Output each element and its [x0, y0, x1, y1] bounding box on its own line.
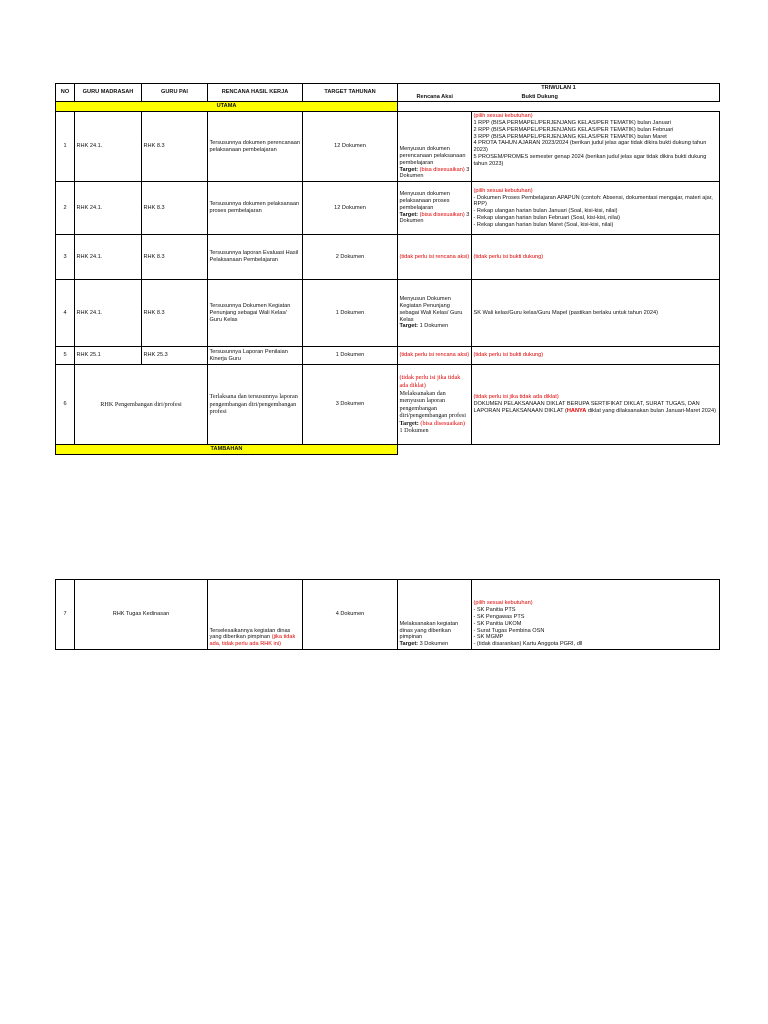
aksi-target-value: 1 Dokumen [399, 427, 429, 435]
row-target-tahunan: 1 Dokumen [303, 280, 398, 347]
row-rencana-hasil-kerja: Tersusunnya Laporan Penilaian Kinerja Guru [208, 347, 303, 365]
row-rhk-merged: RHK Tugas Kedinasan [75, 580, 208, 650]
table-row [56, 580, 720, 650]
aksi-text: Melaksanakan dan menyusun laporan pengembangan diri/pengembangan profesi [399, 389, 466, 420]
row-guru-madrasah: RHK 24.1. [75, 182, 142, 235]
row-guru-madrasah: RHK 24.1. [75, 112, 142, 182]
bukti-line: - Rekap ulangan harian bulan Januari (Soal, kisi-kisi, nilai) [473, 208, 618, 215]
bukti-highlight: HANYA [566, 408, 587, 415]
row-bukti-dukung: (tidak perlu isi bukti dukung) [472, 235, 720, 280]
aksi-target-label: Target: [399, 166, 419, 173]
row-target-tahunan: 3 Dokumen [303, 365, 398, 445]
row-guru-pai: RHK 25.3 [142, 347, 208, 365]
aksi-text: Menyusun dokumen pelaksanaan proses pembelajaran [399, 191, 450, 211]
aksi-target-value: 1 Dokumen [419, 323, 449, 330]
bukti-line: 3 RPP (BISA PERMAPEL/PERJENJANG KELAS/PER TEMATIK) bulan Maret [473, 133, 667, 140]
bukti-text: diklat yang dilaksanakan bulan Januari-Maret 2024) [586, 408, 716, 415]
row-guru-pai: RHK 8.3 [142, 235, 208, 280]
row-guru-madrasah: RHK 25.1 [75, 347, 142, 365]
bukti-line: - Rekap ulangan harian bulan Februari (Soal, kisi-kisi, nilai) [473, 214, 620, 221]
row-target-tahunan: 4 Dokumen [303, 580, 398, 650]
table-row [56, 235, 720, 280]
bukti-line: - Rekap ulangan harian bulan Maret (Soal, kisi-kisi, nilai) [473, 221, 614, 228]
aksi-text: Menyusun Dokumen Kegiatan Penunjang sebagai Wali Kelas/ Guru Kelas [399, 296, 463, 323]
row-target-tahunan: 1 Dokumen [303, 347, 398, 365]
row-no: 4 [56, 280, 75, 347]
bukti-line: 5 PROSEM/PROMES semester genap 2024 (berikan judul jelas agar tidak dikira bukti dukung tahun 2023) [473, 154, 707, 167]
row-rencana-hasil-kerja: Tersusunnya Dokumen Kegiatan Penunjang sebagai Wali Kelas/ Guru Kelas [208, 280, 303, 347]
bukti-note: (pilih sesuai kebutuhan) [473, 187, 533, 194]
bukti-line: - SK Pengawas PTS [473, 613, 525, 620]
main-table [55, 83, 720, 455]
aksi-text: Melaksanakan kegiatan dinas yang diberikan pimpinan [399, 620, 459, 641]
row-bukti-dukung [472, 112, 720, 182]
bukti-text: DOKUMEN PELAKSANAAN DIKLAT BERUPA SERTIFIKAT DIKLAT, SURAT TUGAS, DAN LAPORAN PELAKSANAAN DIKLAT ( [473, 401, 700, 415]
row-no: 6 [56, 365, 75, 445]
row-target-tahunan: 12 Dokumen [303, 182, 398, 235]
row-no: 3 [56, 235, 75, 280]
bukti-note: (tidak perlu isi jika tidak ada diklat) [473, 394, 559, 401]
table-row [56, 280, 720, 347]
bukti-note: (pilih sesuai kebutuhan) [473, 600, 533, 607]
aksi-target-value: 3 Dokumen [399, 166, 470, 180]
row-rencana-hasil-kerja: Terlaksana dan tersusunnya laporan pengembangan diri/pengembangan profesi [208, 365, 303, 445]
bukti-line: 1 RPP (BISA PERMAPEL/PERJENJANG KELAS/PER TEMATIK) bulan Januari [473, 119, 671, 126]
aksi-target-label: Target: [399, 323, 419, 330]
row-bukti-dukung [472, 365, 720, 445]
section-tambahan: TAMBAHAN [56, 445, 398, 455]
header-guru-pai: GURU PAI [142, 84, 208, 102]
bukti-line: - SK Panitia UKOM [473, 620, 522, 627]
row-rencana-aksi: (tidak perlu isi rencana aksi) [398, 347, 472, 365]
bukti-line: - Surat Tugas Pembina OSN [473, 627, 545, 634]
row-bukti-dukung [472, 580, 720, 650]
row-rencana-hasil-kerja [208, 580, 303, 650]
row-target-tahunan: 12 Dokumen [303, 112, 398, 182]
bukti-line: 4 PROTA TAHUN AJARAN 2023/2024 (berikan judul jelas agar tidak dikira bukti dukung tahun 2023) [473, 140, 707, 154]
row-bukti-dukung: SK Wali kelas/Guru kelas/Guru Mapel (pastikan berlaku untuk tahun 2024) [472, 280, 720, 347]
row-no: 7 [56, 580, 75, 650]
aksi-target-value: 3 Dokumen [419, 641, 449, 648]
aksi-target-label: Target: [399, 641, 419, 648]
row-guru-madrasah: RHK 24.1. [75, 235, 142, 280]
table-row [56, 347, 720, 365]
row-bukti-dukung: (tidak perlu isi bukti dukung) [472, 347, 720, 365]
header-no: NO [56, 84, 75, 102]
bukti-line: - (tidak disarankan) Kartu Anggota PGRI, dll [473, 641, 583, 648]
table-row [56, 365, 720, 445]
header-bukti-dukung: Bukti Dukung [472, 93, 720, 102]
row-no: 1 [56, 112, 75, 182]
tambahan-table [55, 579, 720, 650]
row-rencana-aksi [398, 280, 472, 347]
bukti-line: - Dokumen Proses Pembelajaran APAPUN (contoh: Absensi, dokumentasi mengajar, materi ajar, RPP) [473, 194, 713, 208]
row-guru-pai: RHK 8.3 [142, 112, 208, 182]
header-rencana-aksi: Rencana Aksi [398, 93, 472, 102]
header-guru-madrasah: GURU MADRASAH [75, 84, 142, 102]
aksi-target-label: Target: [399, 419, 419, 427]
row-rencana-aksi [398, 112, 472, 182]
row-guru-madrasah: RHK 24.1. [75, 280, 142, 347]
rhk-text: Terselesaikannya kegiatan dinas yang diberikan pimpinan [209, 627, 291, 641]
row-rencana-hasil-kerja: Tersusunnya laporan Evaluasi Hasil Pelaksanaan Pembelajaran [208, 235, 303, 280]
row-rencana-aksi [398, 182, 472, 235]
row-no: 5 [56, 347, 75, 365]
aksi-target-note: (bisa disesuaikan) [420, 419, 465, 427]
row-guru-pai: RHK 8.3 [142, 182, 208, 235]
bukti-note: (pilih sesuai kebutuhan) [473, 113, 533, 120]
aksi-target-label: Target: [399, 211, 419, 218]
header-triwulan: TRIWULAN 1 [398, 84, 720, 93]
aksi-target-value: 3 Dokumen [399, 211, 470, 225]
table-row [56, 112, 720, 182]
aksi-text: Menyusun dokumen perencanaan pelaksanaan pembelajaran [399, 146, 466, 166]
row-rencana-aksi: (tidak perlu isi rencana aksi) [398, 235, 472, 280]
bukti-line: - SK Panitia PTS [473, 607, 516, 614]
aksi-target-note: (bisa disesuaikan) [419, 166, 465, 173]
row-rencana-hasil-kerja: Tersusunnya dokumen pelaksanaan proses pembelajaran [208, 182, 303, 235]
section-utama: UTAMA [56, 102, 398, 112]
row-rencana-aksi [398, 580, 472, 650]
header-target-tahunan: TARGET TAHUNAN [303, 84, 398, 102]
aksi-note: (tidak perlu isi jika tidak ada diklat) [399, 374, 461, 389]
row-rencana-aksi [398, 365, 472, 445]
row-guru-pai: RHK 8.3 [142, 280, 208, 347]
table-row [56, 182, 720, 235]
row-no: 2 [56, 182, 75, 235]
row-rhk-merged: RHK Pengembangan diri/profesi [75, 365, 208, 445]
row-target-tahunan: 2 Dokumen [303, 235, 398, 280]
bukti-line: 2 RPP (BISA PERMAPEL/PERJENJANG KELAS/PER TEMATIK) bulan Februari [473, 126, 674, 133]
bukti-line: - SK MGMP [473, 634, 504, 641]
aksi-target-note: (bisa disesuaikan) [419, 211, 465, 218]
rhk-note: (jika tidak ada, tidak perlu ada RHK ini) [209, 634, 296, 648]
header-rencana-hasil-kerja: RENCANA HASIL KERJA [208, 84, 303, 102]
row-bukti-dukung [472, 182, 720, 235]
row-rencana-hasil-kerja: Tersusunnya dokumen perencanaan pelaksanaan pembelajaran [208, 112, 303, 182]
